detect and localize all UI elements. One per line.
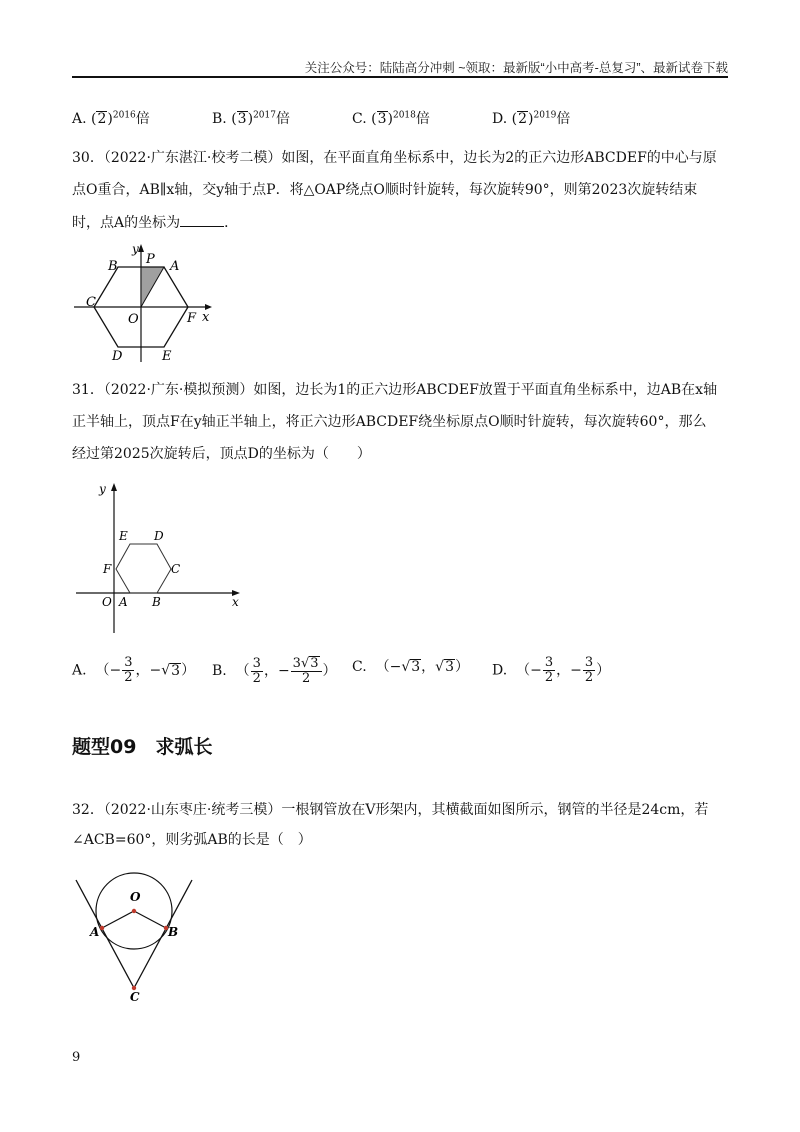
label-b: B: [108, 259, 118, 274]
q29-option-d: D. $(2)^{2019}$倍: [492, 110, 571, 127]
q31-line-1: 31．（2022·广东·模拟预测）如图，边长为1的正六边形ABCDEF放置于平面直角坐标系中，边AB在x轴: [72, 382, 718, 398]
q31-option-a: A. （− $\frac{3}{2}$ ，−√3）: [72, 655, 196, 685]
triangle-oap: [141, 267, 164, 307]
radius-oa: [102, 911, 134, 928]
point-o: [132, 909, 136, 913]
y-axis-arrow: [111, 483, 117, 491]
v-frame-left: [76, 880, 134, 988]
section-title: 题型09 求弧长: [72, 736, 213, 758]
q31-option-d: D. （− $\frac{3}{2}$ ，− $\frac{3}{2}$ ）: [492, 655, 611, 685]
q29-option-c: C. $(3)^{2018}$倍: [352, 110, 430, 127]
q31-line-3: 经过第2025次旋转后，顶点D的坐标为（ ）: [72, 446, 371, 462]
answer-blank: [180, 212, 224, 227]
q32-line-2: ∠ACB=60°，则劣弧AB的长是（ ）: [72, 832, 312, 848]
q30-hexagon-figure: [72, 240, 222, 365]
q31-line-2: 正半轴上，顶点F在y轴正半轴上，将正六边形ABCDEF绕坐标原点O顺时针旋转，每次旋转60°，那么: [72, 414, 707, 430]
point-a: [100, 926, 104, 930]
label-e: E: [119, 529, 128, 543]
label-o: O: [102, 595, 112, 609]
q30-line-2: 点O重合，AB∥x轴，交y轴于点P．将△OAP绕点O顺时针旋转，每次旋转90°，则第2023次旋转结束: [72, 182, 698, 198]
label-o: O: [128, 312, 139, 327]
q30-line-1: 30．（2022·广东湛江·校考二模）如图，在平面直角坐标系中，边长为2的正六边形ABCDEF的中心与原: [72, 150, 717, 166]
y-axis-arrow: [138, 244, 144, 252]
label-f: F: [187, 311, 197, 326]
label-e: E: [162, 349, 172, 364]
label-c: C: [171, 562, 181, 576]
label-c: C: [86, 295, 96, 310]
label-c: C: [130, 990, 140, 1003]
v-frame-right: [134, 880, 192, 988]
q29-option-a: A. $(2)^{2016}$倍: [72, 110, 150, 127]
label-a: A: [90, 925, 100, 939]
q30-line-3: 时，点A的坐标为 ．: [72, 212, 238, 233]
radius-ob: [134, 911, 166, 928]
hexagon-abcdef: [116, 544, 171, 593]
label-x: x: [202, 310, 210, 325]
label-b: B: [168, 925, 179, 939]
label-p: P: [146, 252, 155, 267]
q31-option-b: B. （ $\frac{3}{2}$ ，− $\frac{3√3}{2}$ ）: [212, 655, 337, 686]
label-f: F: [103, 562, 112, 576]
label-y: y: [99, 482, 106, 496]
label-x: x: [232, 595, 239, 609]
label-a: A: [119, 595, 128, 609]
header-rule: [72, 76, 728, 78]
q31-hexagon-figure: [72, 478, 252, 638]
label-d: D: [112, 349, 123, 364]
q31-option-c: C. （−√3，√3）: [352, 659, 469, 675]
page-number: 9: [72, 1050, 81, 1065]
label-d: D: [154, 529, 164, 543]
label-a: A: [170, 259, 180, 274]
label-b: B: [152, 595, 161, 609]
label-y: y: [132, 242, 139, 256]
q32-line-1: 32．（2022·山东枣庄·统考三模）一根钢管放在V形架内，其横截面如图所示，钢管的半径是24cm，若: [72, 802, 709, 818]
label-o: O: [130, 890, 141, 904]
q29-option-b: B. $(3)^{2017}$倍: [212, 110, 290, 127]
header-banner: 关注公众号：陆陆高分冲刺 ~领取：最新版“小中高考-总复习”、最新试卷下载: [304, 61, 728, 75]
q32-v-frame-figure: [72, 868, 202, 1003]
